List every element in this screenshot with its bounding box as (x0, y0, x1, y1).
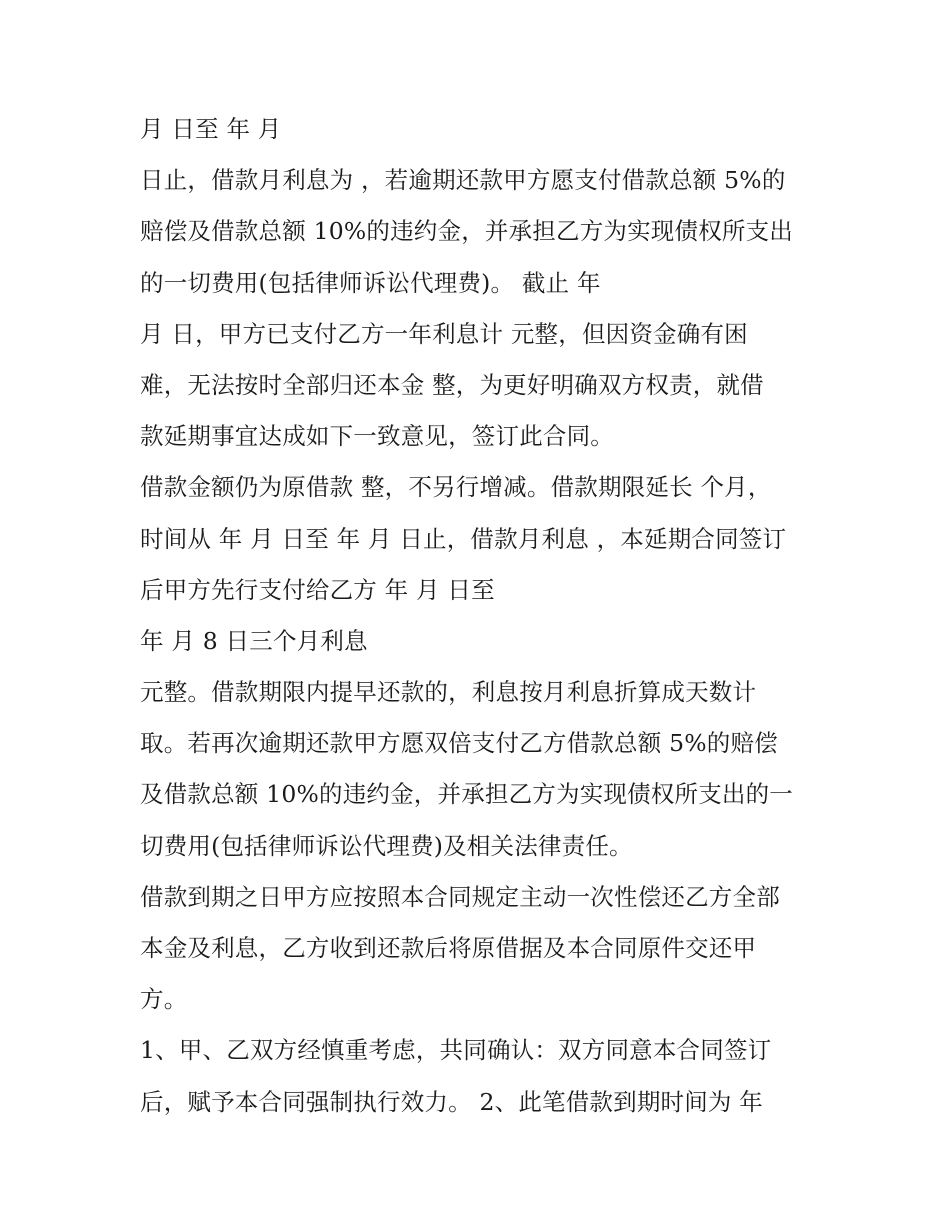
text-line: 难，无法按时全部归还本金 整，为更好明确双方权责，就借 (140, 370, 764, 399)
text-line: 切费用(包括律师诉讼代理费)及相关法律责任。 (140, 831, 633, 860)
text-line: 元整。借款期限内提早还款的，利息按月利息折算成天数计 (140, 678, 757, 707)
text-line: 后，赋予本合同强制执行效力。 2、此笔借款到期时间为 年 (140, 1087, 763, 1116)
text-line: 后甲方先行支付给乙方 年 月 日至 (140, 575, 495, 604)
text-line: 借款到期之日甲方应按照本合同规定主动一次性偿还乙方全部 (140, 882, 780, 911)
text-line: 的一切费用(包括律师诉讼代理费)。 截止 年 (140, 268, 601, 297)
text-line: 年 月 8 日三个月利息 (140, 626, 368, 655)
text-line: 款延期事宜达成如下一致意见，签订此合同。 (140, 422, 614, 451)
text-line: 时间从 年 月 日至 年 月 日止，借款月利息 ，本延期合同签订 (140, 524, 787, 553)
text-line: 借款金额仍为原借款 整，不另行增减。借款期限延长 个月， (140, 473, 772, 502)
text-line: 月 日至 年 月 (140, 115, 282, 143)
text-line: 本金及利息，乙方收到还款后将原借据及本合同原件交还甲 (140, 934, 757, 962)
text-line: 赔偿及借款总额 10%的违约金，并承担乙方为实现债权所支出 (140, 217, 794, 246)
text-line: 月 日，甲方已支付乙方一年利息计 元整，但因资金确有困 (140, 319, 748, 348)
text-line: 方。 (140, 985, 188, 1014)
text-line: 及借款总额 10%的违约金，并承担乙方为实现债权所支出的一 (140, 780, 794, 809)
text-line: 1、甲、乙双方经慎重考虑，共同确认：双方同意本合同签订 (140, 1036, 772, 1065)
text-line: 日止，借款月利息为 ，若逾期还款甲方愿支付借款总额 5%的 (140, 166, 786, 195)
document-body (140, 104, 820, 1128)
text-line: 取。若再次逾期还款甲方愿双倍支付乙方借款总额 5%的赔偿 (140, 729, 778, 758)
